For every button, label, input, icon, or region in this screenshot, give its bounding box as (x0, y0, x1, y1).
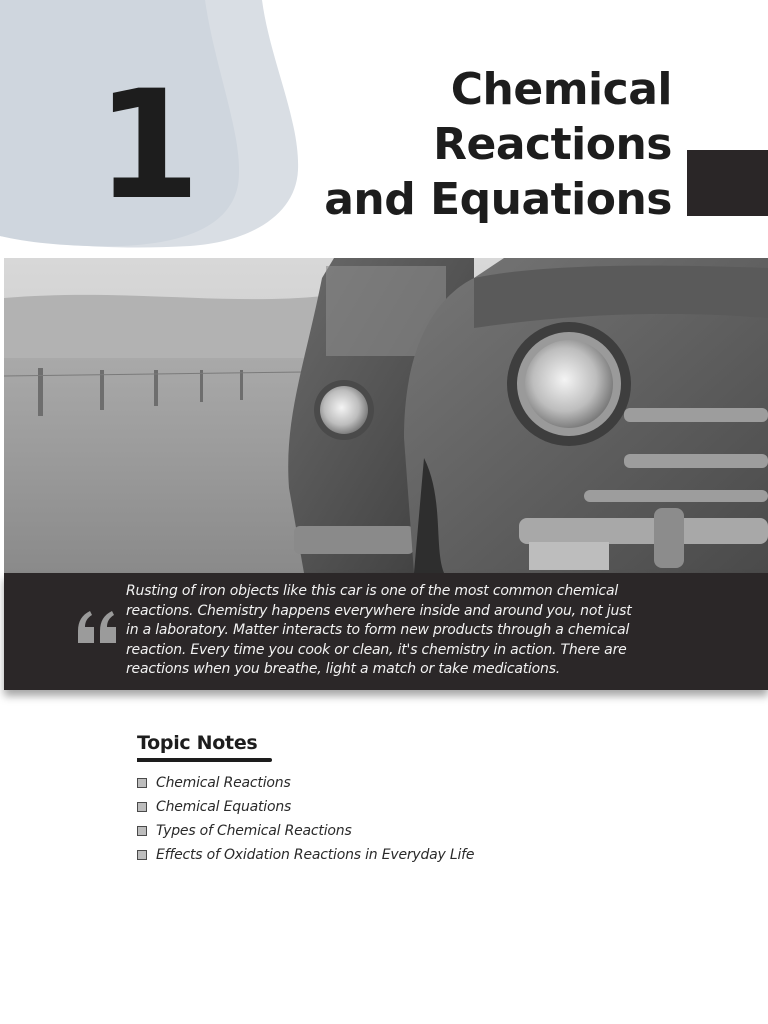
quote-line-1: Rusting of iron objects like this car is one of the most common chemical (126, 583, 619, 599)
chapter-title (252, 62, 672, 227)
square-bullet-icon (137, 850, 147, 860)
topic-item-label: Chemical Equations (156, 799, 292, 815)
chapter-title-line-2: Reactions (433, 119, 672, 170)
topic-item-label: Chemical Reactions (156, 775, 291, 791)
square-bullet-icon (137, 778, 147, 788)
topic-item-label: Effects of Oxidation Reactions in Everyday Life (156, 847, 475, 863)
intro-quote-band (4, 573, 768, 690)
list-item (137, 843, 537, 867)
topic-notes-list (137, 771, 537, 867)
quote-line-2: reactions. Chemistry happens everywhere inside and around you, not just (126, 602, 632, 619)
topic-notes-heading: Topic Notes (137, 732, 258, 754)
topic-notes-section (137, 730, 537, 867)
chapter-title-line-3: and Equations (324, 174, 672, 225)
intro-quote-text (126, 582, 726, 680)
title-accent-block (687, 150, 768, 216)
chapter-number: 1 (96, 59, 197, 233)
quote-mark-icon (76, 607, 118, 647)
chapter-photo-rusted-car (4, 258, 768, 573)
list-item (137, 771, 537, 795)
quote-line-4: reaction. Every time you cook or clean, it's chemistry in action. There are (126, 641, 627, 658)
topic-notes-underline (137, 758, 272, 762)
quote-line-3: in a laboratory. Matter interacts to form new products through a chemical (126, 622, 630, 638)
square-bullet-icon (137, 802, 147, 812)
list-item (137, 795, 537, 819)
square-bullet-icon (137, 826, 147, 836)
quote-line-5: reactions when you breathe, light a match or take medications. (126, 661, 561, 677)
chapter-title-line-1: Chemical (450, 64, 672, 115)
list-item (137, 819, 537, 843)
topic-item-label: Types of Chemical Reactions (156, 823, 352, 839)
